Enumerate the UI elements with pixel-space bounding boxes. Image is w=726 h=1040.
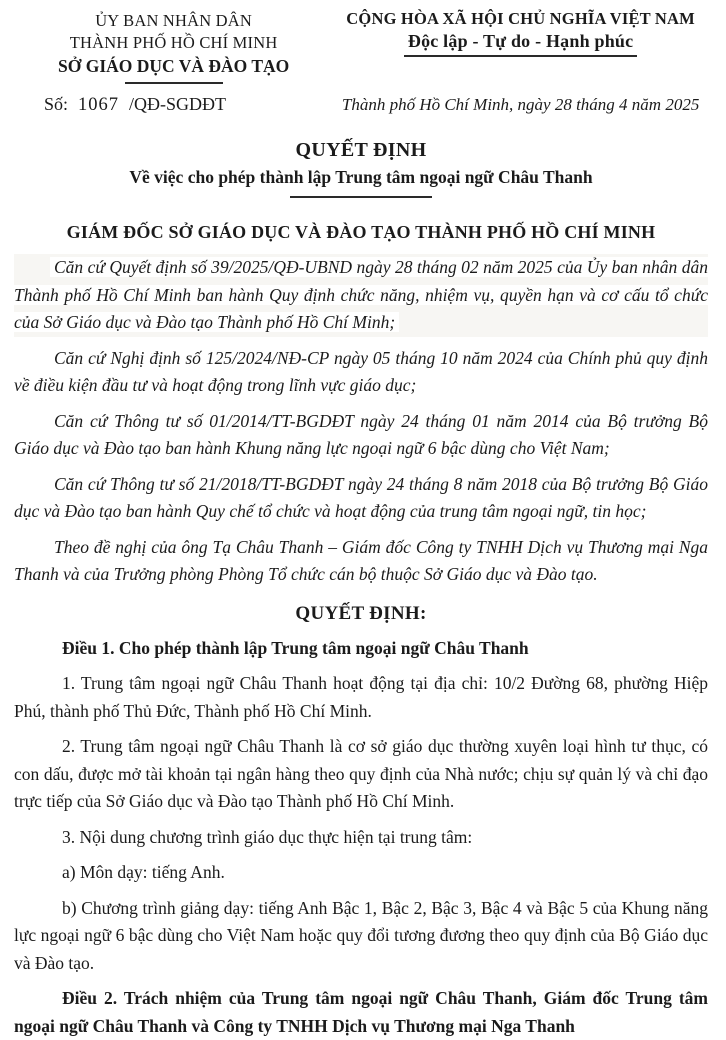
issuing-org-name: SỞ GIÁO DỤC VÀ ĐÀO TẠO: [57, 56, 290, 76]
document-title: QUYẾT ĐỊNH: [295, 139, 427, 161]
national-motto: Độc lập - Tự do - Hạnh phúc: [404, 30, 637, 57]
document-dateline: Thành phố Hồ Chí Minh, ngày 28 tháng 4 năm 2025: [341, 95, 700, 114]
article-2-heading: Điều 2. Trách nhiệm của Trung tâm ngoại ngữ Châu Thanh, Giám đốc Trung tâm ngoại ngữ Châu Thanh và Công ty TNHH Dịch vụ Thương mại Nga Thanh: [14, 988, 708, 1036]
article-1-clause-3a: a) Môn dạy: tiếng Anh.: [62, 862, 225, 882]
issuing-org-rule: [125, 82, 223, 84]
document-subject: Về việc cho phép thành lập Trung tâm ngoại ngữ Châu Thanh: [129, 167, 593, 187]
document-number-value: 1067: [78, 95, 120, 115]
preamble-paragraph-4: Căn cứ Thông tư số 21/2018/TT-BGDĐT ngày 24 tháng 8 năm 2018 của Bộ trưởng Bộ Giáo dục và Đào tạo ban hành Quy chế tổ chức và hoạt động của trung tâm ngoại ngữ, tin học;: [14, 473, 708, 521]
document-number-label: Số:: [44, 94, 69, 114]
document-number-suffix: /QĐ-SGDĐT: [129, 94, 227, 114]
preamble-paragraph-2: Căn cứ Nghị định số 125/2024/NĐ-CP ngày 05 tháng 10 năm 2024 của Chính phủ quy định về điều kiện đầu tư và hoạt động trong lĩnh vực giáo dục;: [14, 347, 708, 395]
article-1-heading: Điều 1. Cho phép thành lập Trung tâm ngoại ngữ Châu Thanh: [62, 637, 529, 658]
issuing-org-block: [14, 8, 333, 84]
preamble-paragraph-5: Theo đề nghị của ông Tạ Châu Thanh – Giám đốc Công ty TNHH Dịch vụ Thương mại Nga Thanh và của Trưởng phòng Phòng Tổ chức cán bộ thuộc Sở Giáo dục và Đào tạo.: [14, 536, 708, 584]
national-motto-block: [333, 8, 708, 84]
preamble-paragraph-1: Căn cứ Quyết định số 39/2025/QĐ-UBND ngày 28 tháng 02 năm 2025 của Ủy ban nhân dân Thành phố Hồ Chí Minh ban hành Quy định chức năng, nhiệm vụ, quyền hạn và cơ cấu tổ chức của Sở Giáo dục và Đào tạo Thành phố Hồ Chí Minh;: [14, 254, 708, 337]
article-1-clause-3b: b) Chương trình giảng dạy: tiếng Anh Bậc 1, Bậc 2, Bậc 3, Bậc 4 và Bậc 5 của Khung năng lực ngoại ngữ 6 bậc dùng cho Việt Nam hoặc quy đổi tương đương theo quy định của Bộ Giáo dục và Đào tạo.: [14, 897, 708, 973]
article-1-clause-3: 3. Nội dung chương trình giáo dục thực hiện tại trung tâm:: [62, 826, 473, 847]
document-body: [14, 254, 708, 1040]
issuer-heading: GIÁM ĐỐC SỞ GIÁO DỤC VÀ ĐÀO TẠO THÀNH PHỐ HỒ CHÍ MINH: [66, 222, 656, 242]
national-header: [14, 8, 708, 84]
number-date-row: [14, 94, 708, 116]
article-1-clause-1: 1. Trung tâm ngoại ngữ Châu Thanh hoạt động tại địa chỉ: 10/2 Đường 68, phường Hiệp Phú, thành phố Thủ Đức, Thành phố Hồ Chí Minh.: [14, 673, 708, 721]
national-title: CỘNG HÒA XÃ HỘI CHỦ NGHĨA VIỆT NAM: [346, 9, 695, 28]
issuing-org-city: THÀNH PHỐ HỒ CHÍ MINH: [69, 33, 278, 52]
issuing-org-parent: ỦY BAN NHÂN DÂN: [95, 11, 253, 30]
preamble-paragraph-3: Căn cứ Thông tư số 01/2014/TT-BGDĐT ngày 24 tháng 01 năm 2014 của Bộ trưởng Bộ Giáo dục và Đào tạo ban hành Khung năng lực ngoại ngữ 6 bậc dùng cho Việt Nam;: [14, 410, 708, 458]
article-1-clause-2: 2. Trung tâm ngoại ngữ Châu Thanh là cơ sở giáo dục thường xuyên loại hình tư thục, có con dấu, được mở tài khoản tại ngân hàng theo quy định của Nhà nước; chịu sự quản lý và chỉ đạo trực tiếp của Sở Giáo dục và Đào tạo Thành phố Hồ Chí Minh.: [14, 736, 708, 811]
decision-heading: QUYẾT ĐỊNH:: [295, 602, 427, 624]
subject-rule: [290, 196, 432, 198]
document-number: [14, 94, 333, 116]
